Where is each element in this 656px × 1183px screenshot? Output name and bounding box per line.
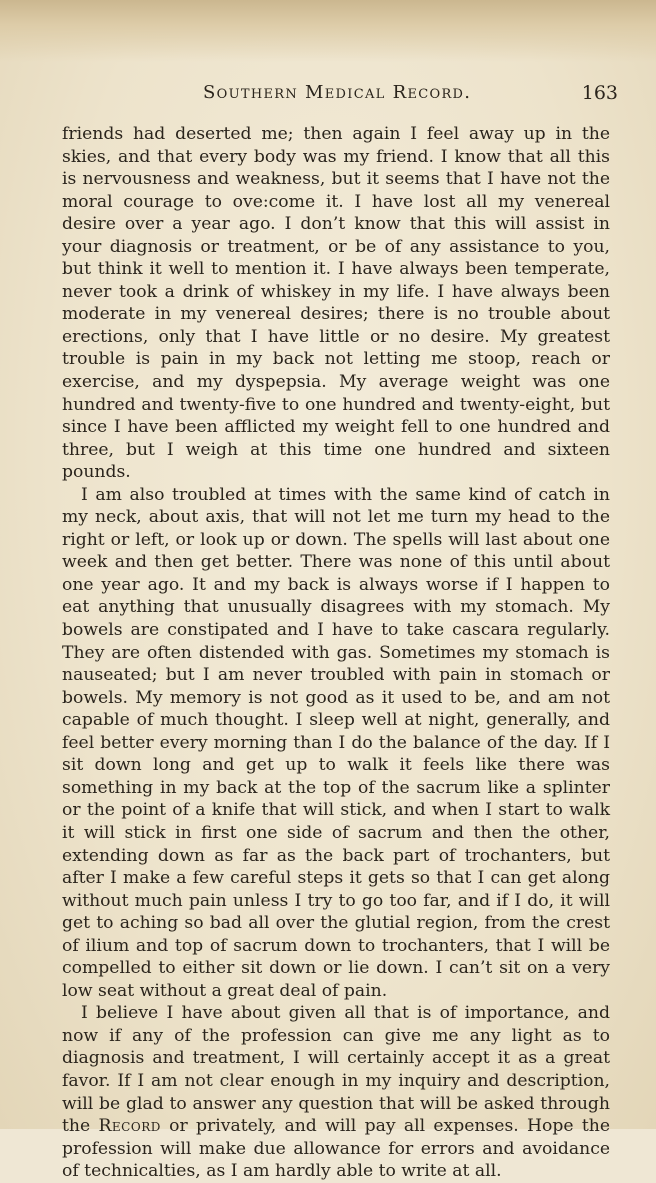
paragraph-3-part-2: or privately, and will pay all expenses. Hope the profession will make due allowance for errors and avoidance of technicalties, as I am hardly able to write at all. [62,1116,611,1182]
paragraph-2: I am also troubled at times with the same kind of catch in my neck, about axis, that will not let me turn my head to the right or left, or look up or down. The spells will last about one week and then get better. There was none of this until about one year ago. It and my back is always worse if I happen to eat anything that unusually disagrees with my stomach. My bowels are constipated and I have to take cascara regularly. They are often distended with gas. Sometimes my stomach is nauseated; but I am never troubled with pain in stomach or bowels. My memory is not good as it used to be, and am not capable of much thought. I sleep well at night, generally, and feel better every morning than I do the balance of the day. If I sit down long and get up to walk it feels like there was something in my back at the top of the sacrum like a splinter or the point of a knife that will stick, and when I start to walk it will stick in first one side of sacrum and then the other, extending down as far as the back part of trochanters, but after I make a few careful steps it gets so that I can get along without much pain unless I try to go too far, and if I do, it will get to aching so bad all over the glutial region, from the crest of ilium and top of sacrum down to trochanters, that I will be compelled to either sit down or lie down. I can’t sit on a very low seat without a great deal of pain. [62,484,610,1001]
journal-title: Southern Medical Record. [203,82,472,103]
article-body [62,123,610,1183]
page-number: 163 [581,82,618,104]
paragraph-3 [62,1002,610,1182]
paragraph-1: friends had deserted me; then again I feel away up in the skies, and that every body was my friend. I know that all this is nervousness and weakness, but it seems that I have not the moral courage to ove:come it. I have lost all my venereal desire over a year ago. I don’t know that this will assist in your diagnosis or treatment, or be of any assistance to you, but think it well to mention it. I have always been temperate, never took a drink of whiskey in my life. I have always been moderate in my venereal desires; there is no trouble about erections, only that I have little or no desire. My greatest trouble is pain in my back not letting me stoop, reach or exercise, and my dyspepsia. My average weight was one hundred and twenty-five to one hundred and twenty-eight, but since I have been afflicted my weight fell to one hundred and three, but I weigh at this time one hundred and sixteen pounds. [62,124,610,483]
page-top-edge [0,0,656,62]
running-head [56,80,626,110]
paragraph-3-part-1: I believe I have about given all that is of importance, and now if any of the profession can give me any light as to diagnosis and treatment, I will certainly accept it as a great favor. If I am not clear enough in my inquiry and description, will be glad to answer any question that will be asked through the [62,1003,610,1137]
record-reference: Record [98,1116,161,1137]
